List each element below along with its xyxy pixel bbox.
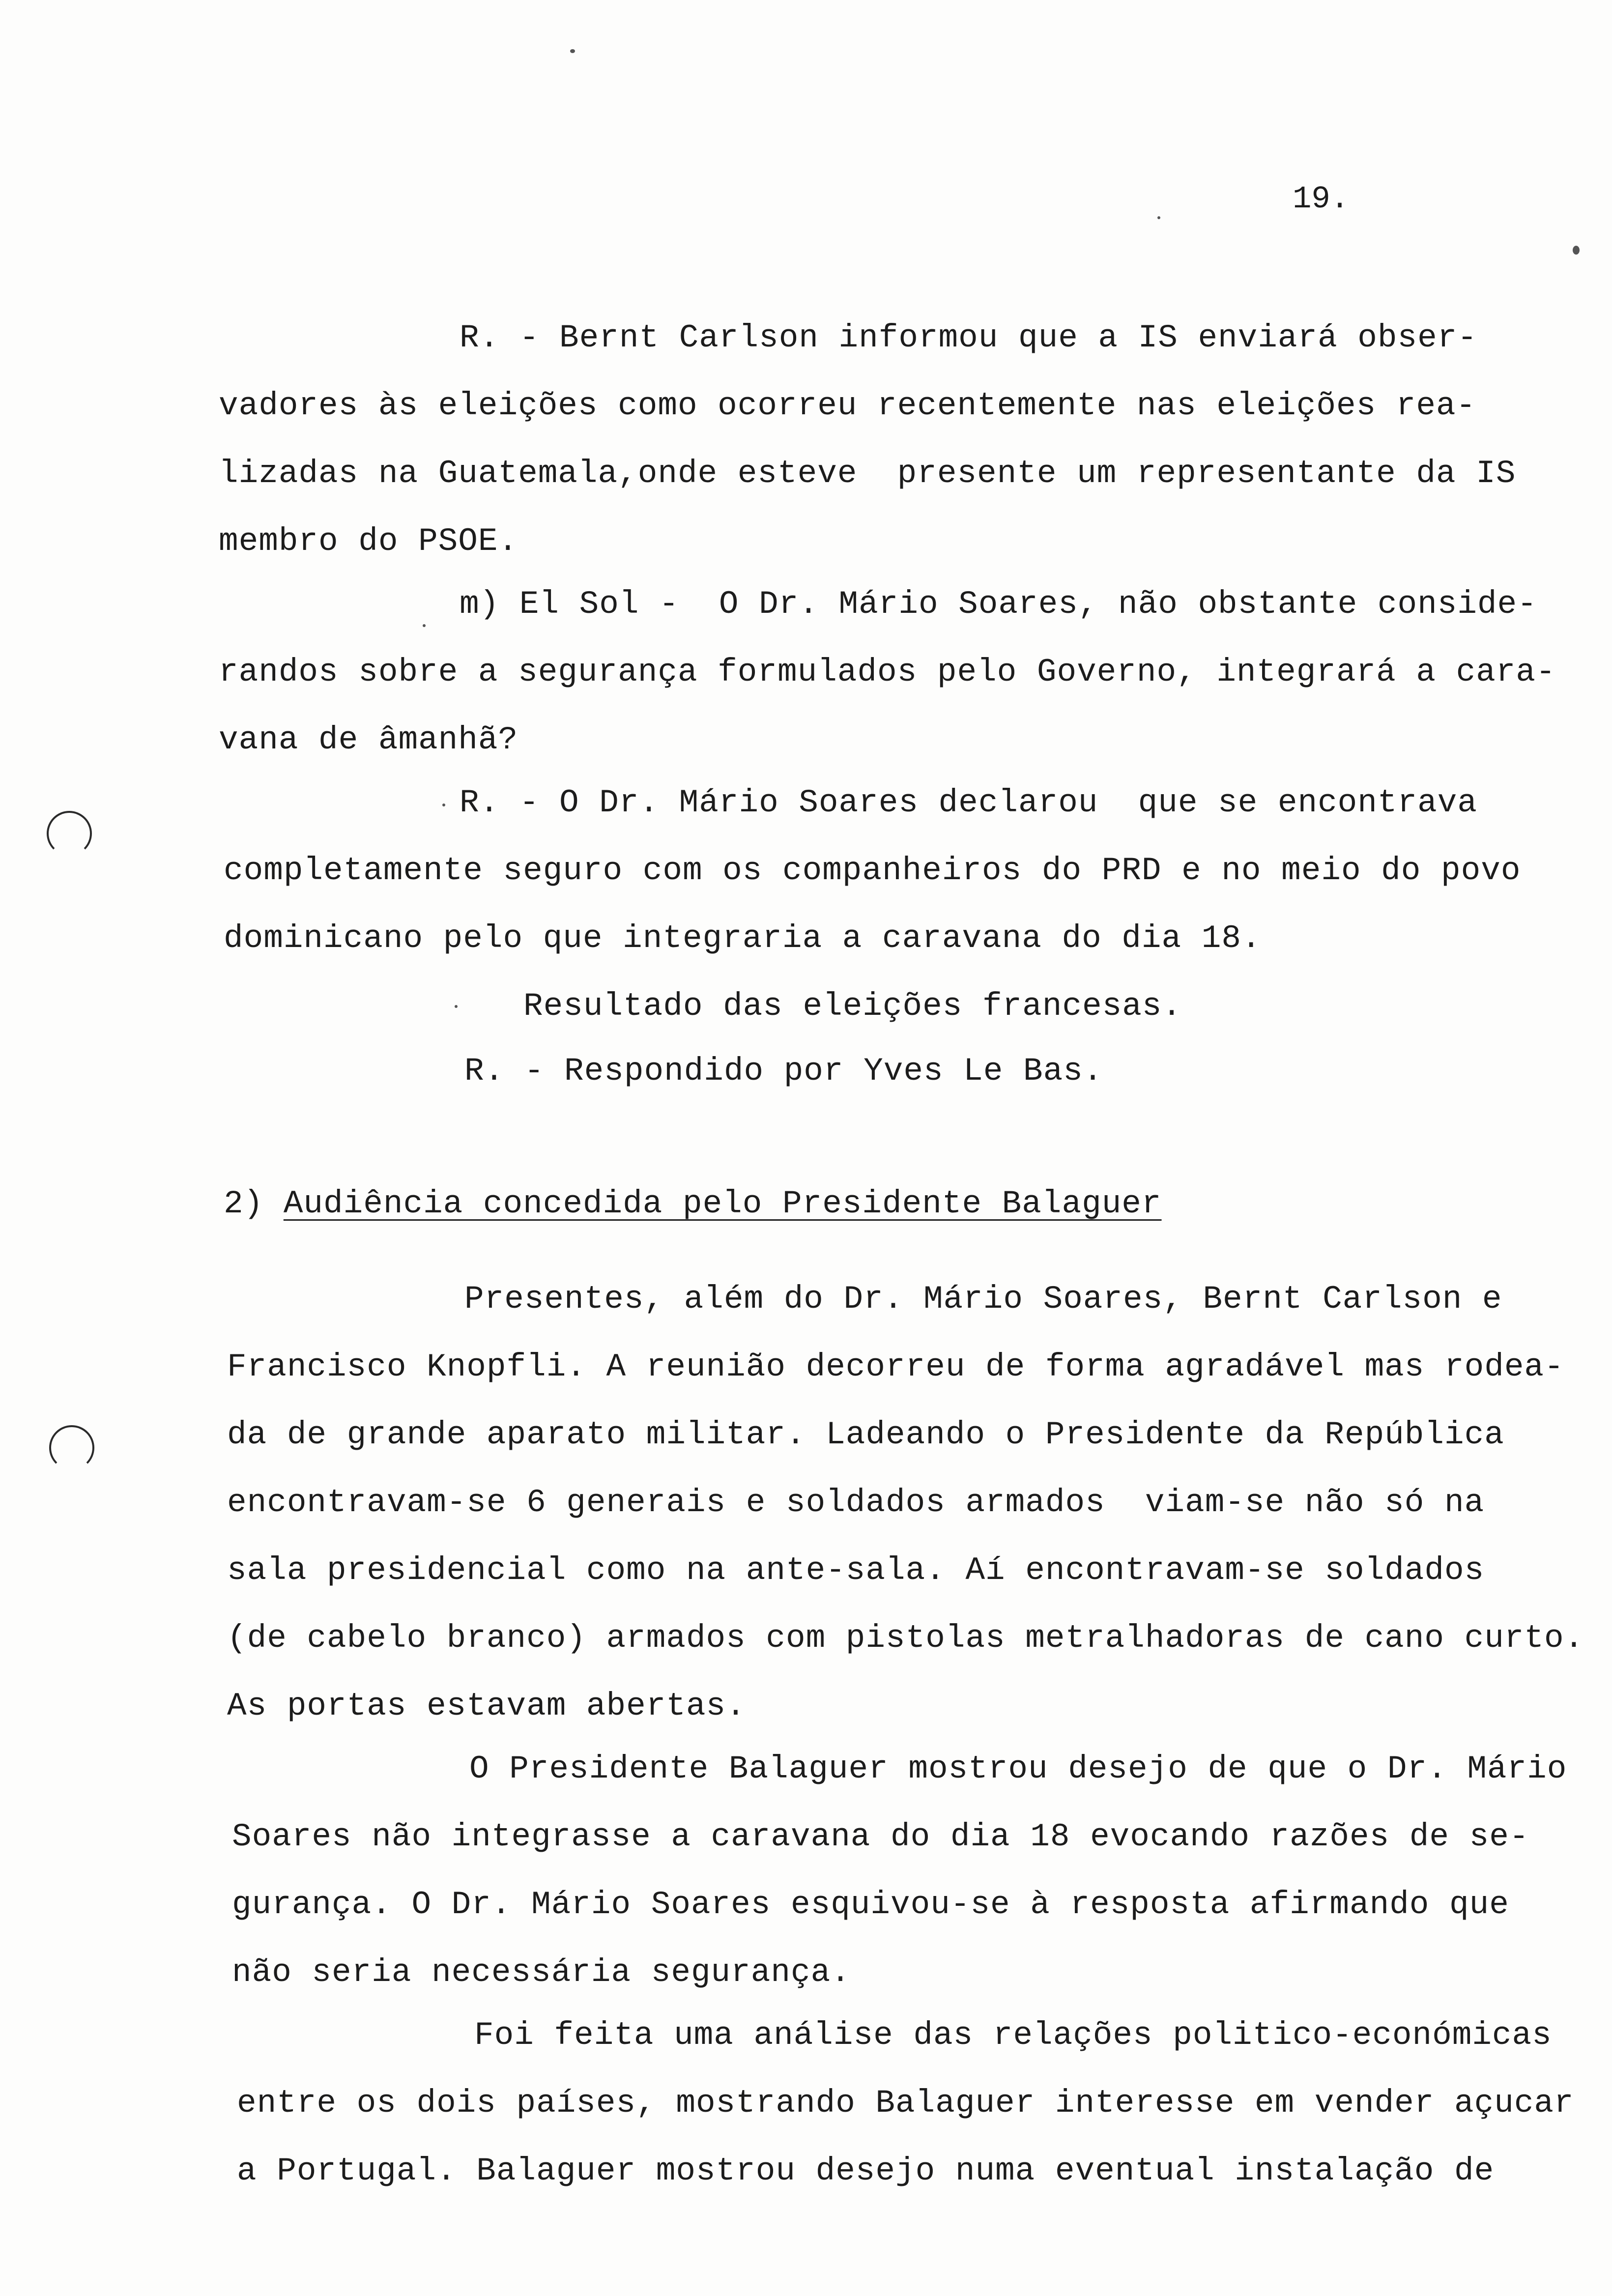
text-line: vadores às eleições como ocorreu recentemente nas eleições rea-	[219, 387, 1476, 424]
text-line: dominicano pelo que integraria a caravana do dia 18.	[224, 920, 1262, 957]
text-line: Francisco Knopfli. A reunião decorreu de forma agradável mas rodea-	[227, 1349, 1564, 1385]
scan-speck	[1157, 216, 1160, 219]
text-line: membro do PSOE.	[219, 523, 518, 560]
text-line: gurança. O Dr. Mário Soares esquivou-se à resposta afirmando que	[232, 1886, 1509, 1923]
section-heading	[224, 1184, 1162, 1224]
text-line: entre os dois países, mostrando Balaguer interesse em vender açucar	[237, 2085, 1574, 2122]
text-line: O Presidente Balaguer mostrou desejo de que o Dr. Mário	[469, 1751, 1567, 1787]
scan-speck	[570, 49, 575, 53]
text-line: As portas estavam abertas.	[227, 1688, 746, 1724]
text-line: Soares não integrasse a caravana do dia 18 evocando razões de se-	[232, 1818, 1529, 1855]
text-line: R. - Bernt Carlson informou que a IS enviará obser-	[460, 319, 1477, 356]
section-title: Audiência concedida pelo Presidente Balaguer	[283, 1185, 1162, 1222]
text-line: a Portugal. Balaguer mostrou desejo numa eventual instalação de	[237, 2152, 1495, 2189]
page-number: 19.	[1293, 182, 1350, 217]
scan-speck	[423, 624, 426, 627]
punch-hole-mark	[47, 811, 92, 856]
text-line: da de grande aparato militar. Ladeando o Presidente da República	[227, 1416, 1504, 1453]
text-line: R. - O Dr. Mário Soares declarou que se encontrava	[460, 784, 1477, 821]
text-line: Resultado das eleições francesas.	[523, 988, 1182, 1025]
text-line: lizadas na Guatemala,onde esteve presente um representante da IS	[219, 455, 1516, 492]
text-line: m) El Sol - O Dr. Mário Soares, não obstante conside-	[460, 586, 1537, 623]
text-line: completamente seguro com os companheiros do PRD e no meio do povo	[224, 852, 1521, 889]
text-line: R. - Respondido por Yves Le Bas.	[464, 1053, 1103, 1090]
text-line: (de cabelo branco) armados com pistolas metralhadoras de cano curto.	[227, 1620, 1584, 1657]
section-number: 2)	[224, 1185, 284, 1222]
text-line: randos sobre a segurança formulados pelo Governo, integrará a cara-	[219, 654, 1556, 690]
punch-hole-mark	[49, 1425, 94, 1470]
text-line: Foi feita uma análise das relações politico-económicas	[474, 2017, 1552, 2054]
text-line: vana de âmanhã?	[219, 721, 518, 758]
text-line: sala presidencial como na ante-sala. Aí encontravam-se soldados	[227, 1552, 1485, 1589]
scan-speck	[442, 804, 445, 806]
scan-speck	[1573, 246, 1580, 255]
text-line: não seria necessária segurança.	[232, 1954, 851, 1991]
text-line: encontravam-se 6 generais e soldados armados viam-se não só na	[227, 1484, 1485, 1521]
scan-speck	[455, 1005, 458, 1008]
text-line: Presentes, além do Dr. Mário Soares, Bernt Carlson e	[464, 1281, 1502, 1318]
